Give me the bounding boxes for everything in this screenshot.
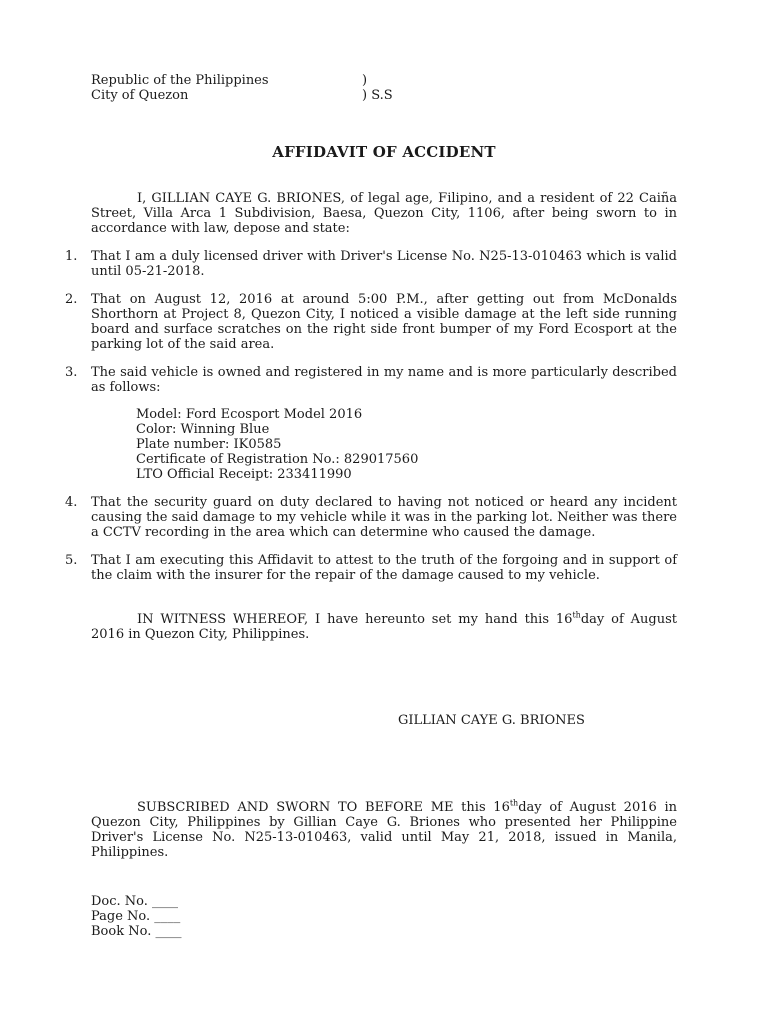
intro-paragraph: I, GILLIAN CAYE G. BRIONES, of legal age, Filipino, and a resident of 22 Caiña Street, Villa Arca 1 Subdivision, Baesa, Quezon City, 1106, after being sworn to in accordance with law, depose and state: — [91, 191, 677, 236]
vehicle-color: Color: Winning Blue — [136, 422, 270, 437]
vehicle-registration: Certificate of Registration No.: 829017560 — [136, 452, 419, 467]
item-number: 2. — [65, 292, 78, 307]
item-number: 1. — [65, 249, 78, 264]
statement-item-4 — [65, 495, 677, 540]
sworn-text-end: day of August 2016 in Quezon City, Philippines by Gillian Caye G. Briones who presented her Philippine Driver's License No. N25-13-010463, valid until May 21, 2018, issued in Manila, Philippines. — [91, 800, 677, 860]
vehicle-plate: Plate number: IK0585 — [136, 437, 282, 452]
doc-number: Doc. No. ____ — [91, 894, 179, 909]
signatory-name: GILLIAN CAYE G. BRIONES — [398, 713, 585, 728]
witness-text-end: day of August 2016 in Quezon City, Philippines. — [91, 612, 678, 642]
vehicle-model: Model: Ford Ecosport Model 2016 — [136, 407, 363, 422]
venue-city: City of Quezon — [91, 88, 189, 103]
statement-item-2 — [65, 292, 677, 352]
venue-line-republic — [91, 73, 511, 88]
item-text: The said vehicle is owned and registered in my name and is more particularly described as follows: — [91, 365, 677, 395]
witness-text-start: IN WITNESS WHEREOF, I have hereunto set my hand this 16 — [137, 612, 573, 627]
page-number: Page No. ____ — [91, 909, 181, 924]
item-number: 5. — [65, 553, 78, 568]
venue-republic: Republic of the Philippines — [91, 73, 269, 88]
venue-paren: ) — [362, 73, 368, 88]
notarial-references — [91, 894, 181, 939]
witness-paragraph — [91, 612, 677, 642]
statement-item-1 — [65, 249, 677, 279]
sworn-text-start: SUBSCRIBED AND SWORN TO BEFORE ME this 16 — [137, 800, 510, 815]
venue-line-city — [91, 88, 511, 103]
item-number: 3. — [65, 365, 78, 380]
item-text: That I am executing this Affidavit to attest to the truth of the forgoing and in support of the claim with the insurer for the repair of the damage caused to my vehicle. — [91, 553, 677, 583]
item-number: 4. — [65, 495, 78, 510]
vehicle-details — [136, 407, 496, 482]
book-number: Book No. ____ — [91, 924, 182, 939]
witness-ordinal: th — [572, 610, 581, 620]
item-text: That on August 12, 2016 at around 5:00 P.M., after getting out from McDonalds Shorthorn at Project 8, Quezon City, I noticed a visible damage at the left side running board and surface scratches on the right side front bumper of my Ford Ecosport at the parking lot of the said area. — [91, 292, 677, 352]
vehicle-receipt: LTO Official Receipt: 233411990 — [136, 467, 352, 482]
document-title: AFFIDAVIT OF ACCIDENT — [272, 143, 496, 161]
item-text: That I am a duly licensed driver with Driver's License No. N25-13-010463 which is valid until 05-21-2018. — [91, 249, 677, 279]
sworn-paragraph — [91, 800, 677, 860]
item-text: That the security guard on duty declared to having not noticed or heard any incident causing the said damage to my vehicle while it was in the parking lot. Neither was there a CCTV recording in the area which can determine who caused the damage. — [91, 495, 677, 540]
venue-ss: ) S.S — [362, 88, 393, 103]
statement-item-3 — [65, 365, 677, 395]
sworn-ordinal: th — [509, 798, 519, 808]
statement-item-5 — [65, 553, 677, 583]
